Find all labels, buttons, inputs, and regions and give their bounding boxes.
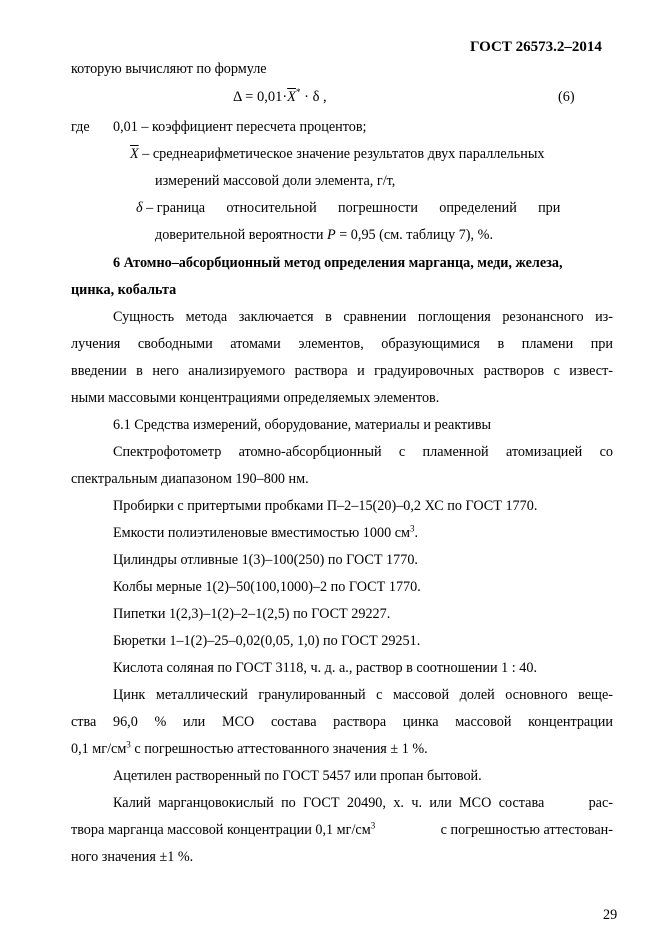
where-delta-symbol: δ: [136, 200, 143, 216]
item-tubes: Пробирки с притертыми пробками П–2–15(20)–0,2 ХС по ГОСТ 1770.: [113, 498, 538, 514]
containers-sup: 3: [410, 523, 415, 534]
kmno4-line-2-a: твора марганца массовой концентрации 0,1 мг/см: [71, 822, 371, 838]
page-number: 29: [603, 907, 618, 923]
zinc-line-3-sup: 3: [126, 739, 131, 750]
where-item-coefficient: 0,01 – коэффициент пересчета процентов;: [113, 119, 367, 135]
where-mean-text: – среднеарифметическое значение результатов двух параллельных: [138, 146, 545, 162]
document-header: ГОСТ 26573.2–2014: [470, 39, 602, 55]
essence-line-2: лучения свободными атомами элементов, образующимися в пламени при: [71, 336, 613, 352]
subsection-6-1: 6.1 Средства измерений, оборудование, материалы и реактивы: [113, 417, 492, 433]
kmno4-line-2: [71, 821, 613, 839]
item-cylinders: Цилиндры отливные 1(3)–100(250) по ГОСТ 1770.: [113, 552, 418, 568]
item-flasks: Колбы мерные 1(2)–50(100,1000)–2 по ГОСТ 1770.: [113, 579, 421, 595]
formula-x-sup: *: [296, 87, 301, 98]
containers-end: .: [414, 525, 419, 541]
where-delta-text: – граница относительной погрешности определений при: [142, 200, 561, 216]
zinc-line-3: [71, 740, 428, 758]
item-acid: Кислота соляная по ГОСТ 3118, ч. д. а., раствор в соотношении 1 : 40.: [113, 660, 537, 676]
zinc-line-1: Цинк металлический гранулированный с массовой долей основного веще-: [113, 687, 613, 703]
where-label: где: [71, 119, 90, 135]
kmno4-line-3: ного значения ±1 %.: [71, 849, 194, 865]
section-6-title: 6 Атомно–абсорбционный метод определения марганца, меди, железа,: [113, 255, 563, 271]
essence-line-1: Сущность метода заключается в сравнении поглощения резонансного из-: [113, 309, 613, 325]
where-mean-symbol: $\overline{X}$: [130, 146, 139, 162]
essence-line-4: ными массовыми концентрациями определяемых элементов.: [71, 390, 440, 406]
kmno4-line-1: Калий марганцовокислый по ГОСТ 20490, х. ч. или МСО состава рас-: [113, 795, 613, 811]
section-6-title-cont: цинка, кобальта: [71, 282, 177, 298]
containers-text: Емкости полиэтиленовые вместимостью 1000 см: [113, 525, 411, 541]
where-delta-text-cont: [155, 226, 493, 244]
where-mean-text-cont: измерений массовой доли элемента, г/т,: [155, 173, 396, 189]
formula-number: (6): [558, 89, 575, 105]
formula-rest: · δ ,: [304, 89, 327, 105]
item-containers: [113, 524, 418, 542]
where-delta-cont-b: = 0,95 (см. таблицу 7), %.: [335, 227, 493, 243]
spectro-line-2: спектральным диапазоном 190–800 нм.: [71, 471, 309, 487]
item-acetylene: Ацетилен растворенный по ГОСТ 5457 или пропан бытовой.: [113, 768, 482, 784]
where-item-mean: [130, 145, 544, 163]
formula-6: [233, 88, 327, 106]
intro-text: которую вычисляют по формуле: [71, 61, 267, 77]
formula-x-mean: $\overline{X}$: [287, 89, 297, 105]
where-delta-cont-a: доверительной вероятности: [155, 227, 328, 243]
kmno4-line-2-b: с погрешностью аттестован-: [440, 822, 613, 838]
zinc-line-2: ства 96,0 % или МСО состава раствора цинка массовой концентрации: [71, 714, 613, 730]
spectro-line-1: Спектрофотометр атомно-абсорбционный с пламенной атомизацией со: [113, 444, 613, 460]
item-burettes: Бюретки 1–1(2)–25–0,02(0,05, 1,0) по ГОСТ 29251.: [113, 633, 421, 649]
where-delta-p: P: [327, 227, 336, 243]
item-pipettes: Пипетки 1(2,3)–1(2)–2–1(2,5) по ГОСТ 29227.: [113, 606, 391, 622]
kmno4-line-2-a-wrap: [71, 821, 375, 839]
formula-lhs: Δ = 0,01·: [233, 89, 288, 105]
essence-line-3: введении в него анализируемого раствора и градуировочных растворов с извест-: [71, 363, 613, 379]
zinc-line-3-b: с погрешностью аттестованного значения ± 1 %.: [130, 741, 428, 757]
zinc-line-3-a: 0,1 мг/см: [71, 741, 127, 757]
kmno4-line-2-sup: 3: [370, 820, 376, 831]
where-item-delta: [136, 199, 560, 217]
